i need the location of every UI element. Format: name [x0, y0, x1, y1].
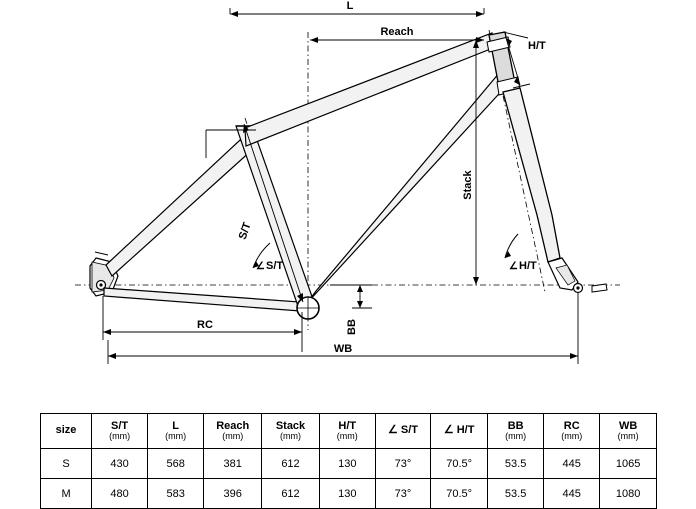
header-seat-angle-name: ∠ S/T [387, 424, 419, 437]
cell-seat-tube: 480 [92, 479, 148, 509]
label-wheelbase: WB [333, 343, 353, 355]
cell-head-angle: 70.5° [431, 479, 488, 509]
header-seat-tube [92, 414, 148, 449]
table-row [41, 449, 657, 479]
header-stack-name: Stack [275, 419, 306, 432]
geometry-table-container [40, 413, 657, 509]
cell-head-tube: 130 [319, 479, 375, 509]
cell-stack: 612 [262, 449, 319, 479]
header-stack [262, 414, 319, 449]
header-bb-drop-unit: (mm) [505, 431, 527, 442]
cell-seat-angle: 73° [375, 479, 430, 509]
cell-length: 583 [148, 479, 204, 509]
geometry-table [40, 413, 657, 509]
cell-wheelbase: 1080 [600, 479, 657, 509]
header-bb-drop-name: BB [507, 419, 524, 432]
label-rear-center: RC [197, 319, 213, 331]
cell-size: S [41, 449, 92, 479]
cell-reach: 396 [204, 479, 262, 509]
label-reach: Reach [380, 26, 414, 38]
cell-stack: 612 [262, 479, 319, 509]
cell-head-angle: 70.5° [431, 449, 488, 479]
cell-seat-tube: 430 [92, 449, 148, 479]
cell-size: M [41, 479, 92, 509]
cell-bb-drop: 53.5 [488, 479, 544, 509]
header-head-angle-name: ∠ H/T [443, 424, 475, 437]
header-seat-tube-unit: (mm) [109, 431, 131, 442]
cell-wheelbase: 1065 [600, 449, 657, 479]
header-head-tube [319, 414, 375, 449]
header-wheelbase-unit: (mm) [617, 431, 639, 442]
header-reach-unit: (mm) [222, 431, 244, 442]
table-row [41, 479, 657, 509]
header-seat-tube-name: S/T [111, 419, 129, 432]
header-wheelbase-name: WB [618, 419, 638, 432]
cell-seat-angle: 73° [375, 449, 430, 479]
cell-rear-center: 445 [544, 479, 600, 509]
angle-symbol-icon: ∠ [256, 261, 265, 272]
label-bb-drop: BB [346, 319, 358, 335]
header-reach [204, 414, 262, 449]
header-rear-center [544, 414, 600, 449]
header-head-angle [431, 414, 488, 449]
label-seat-angle-group [256, 260, 283, 272]
cell-bb-drop: 53.5 [488, 449, 544, 479]
seat-stay [106, 140, 252, 276]
header-rear-center-name: RC [563, 419, 580, 432]
label-head-angle: H/T [519, 260, 537, 272]
header-size-name: size [55, 424, 77, 437]
header-bb-drop [488, 414, 544, 449]
header-reach-name: Reach [216, 419, 250, 432]
label-head-tube: H/T [528, 40, 546, 52]
label-head-angle-group [509, 260, 537, 272]
label-seat-angle: S/T [266, 260, 284, 272]
cell-reach: 381 [204, 449, 262, 479]
cell-length: 568 [148, 449, 204, 479]
chain-stay [104, 288, 300, 311]
header-stack-unit: (mm) [280, 431, 301, 442]
cell-rear-center: 445 [544, 449, 600, 479]
label-stack: Stack [462, 170, 474, 200]
header-length-name: L [172, 419, 179, 432]
header-size [41, 414, 92, 449]
header-length-unit: (mm) [165, 431, 187, 442]
header-head-tube-unit: (mm) [336, 431, 358, 442]
header-rear-center-unit: (mm) [561, 431, 583, 442]
cell-head-tube: 130 [319, 449, 375, 479]
header-wheelbase [600, 414, 657, 449]
bottom-bracket [297, 297, 319, 319]
label-length: L [346, 0, 354, 12]
angle-symbol-icon-2: ∠ [509, 261, 518, 272]
header-length [148, 414, 204, 449]
header-head-tube-name: H/T [338, 419, 357, 432]
header-seat-angle [375, 414, 430, 449]
table-header-row [41, 414, 657, 449]
seat-tube [236, 126, 316, 312]
label-seat-tube: S/T [236, 220, 254, 242]
